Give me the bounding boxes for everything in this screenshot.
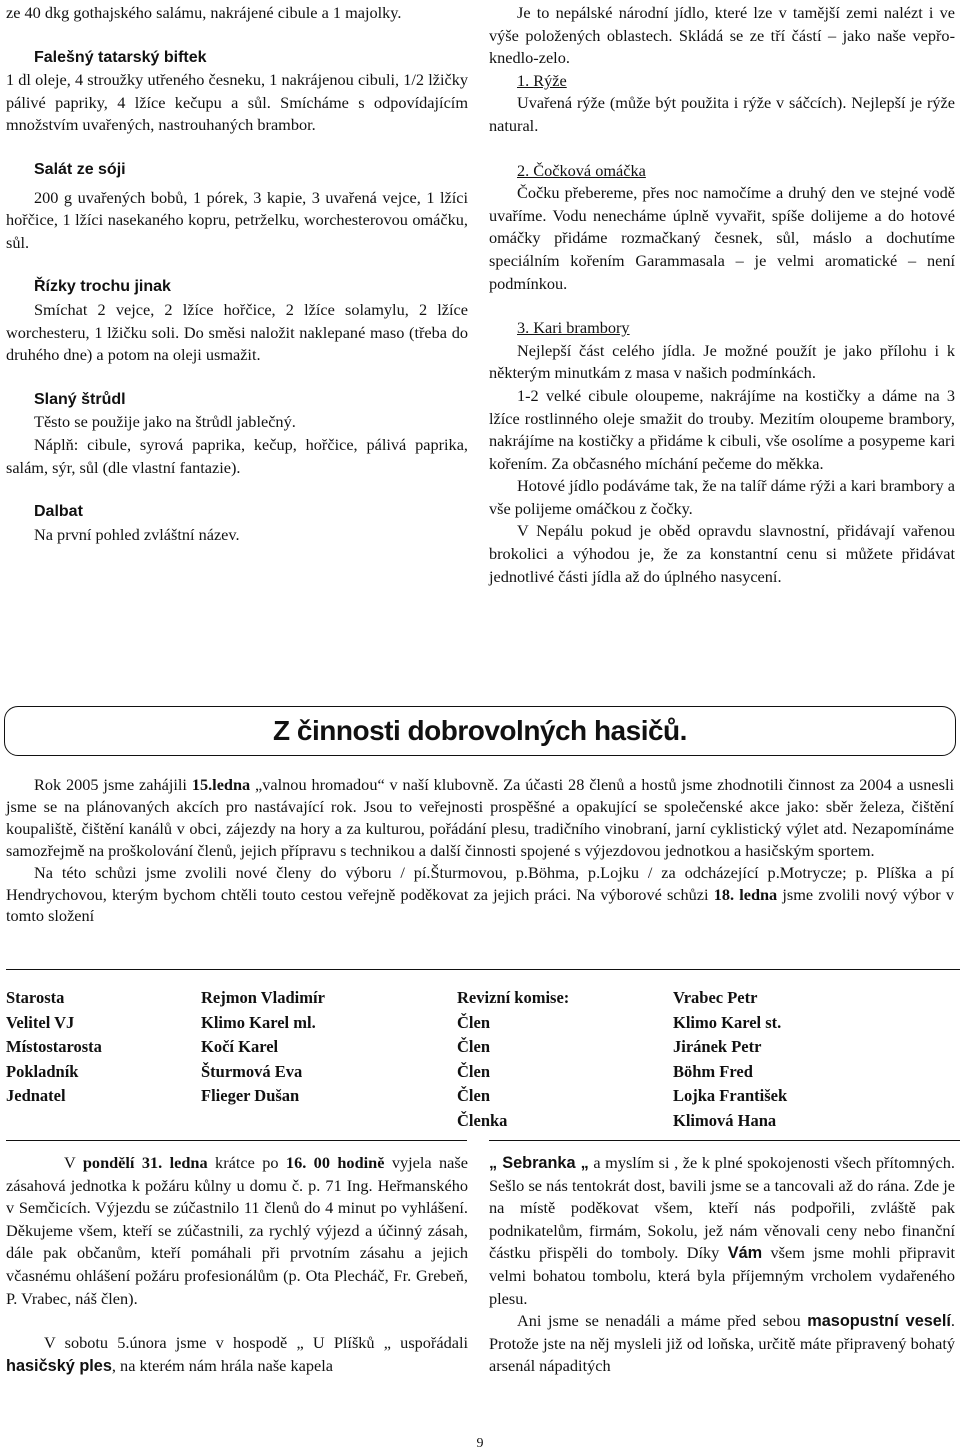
- right-column: [489, 2, 955, 588]
- recipe-text: Na první pohled zvláštní název.: [34, 524, 240, 544]
- recipe-title: Slaný štrůdl: [34, 390, 126, 408]
- left-column: [6, 2, 468, 546]
- committee-member-name: [201, 1111, 457, 1136]
- section-text: Nejlepší část celého jídla. Je možné použít je jako přílohu i k některým minutkám z masa v našich podmínkách.: [489, 340, 955, 383]
- recipe-text: Těsto se použije jako na štrůdl jablečný.: [34, 412, 296, 432]
- page-number: 9: [476, 1436, 484, 1451]
- carnival-note: Ani jsme se nenadáli a máme před sebou masopustní veselí. Protože jste na něj mysleli již od loňska, určitě máte připravený bohatý arsenál nápaditých: [489, 1311, 955, 1376]
- committee-role: Revizní komise:: [457, 988, 570, 1007]
- committee-member-name: Klimo Karel ml.: [201, 1012, 316, 1032]
- article-paragraph: Na této schůzi jsme zvolili nové členy do výboru / pí.Šturmovou, p.Böhma, p.Lojku / za odcházející p.Motrycze; p. Plíška a pí Hendrychovou, kterým bychom chtěli touto cestou veřejně poděkovat za jejich práci. Na výborové schůzi 18. ledna jsme zvolili nový výbor v tomto složení: [6, 862, 954, 926]
- section-text: Hotové jídlo podáváme tak, že na talíř dáme rýži a kari brambory a vše polijeme omáčkou z čočky.: [489, 476, 955, 518]
- section-title: 1. Rýže: [517, 70, 567, 90]
- committee-role: [6, 1111, 201, 1136]
- recipe-title: Falešný tatarský biftek: [34, 48, 207, 66]
- committee-member-name: Rejmon Vladimír: [201, 988, 325, 1007]
- section-text: Uvařená rýže (může být použita i rýže v sáčcích). Nejlepší je rýže natural.: [489, 93, 955, 135]
- committee-member-name: Böhm Fred: [673, 1061, 753, 1081]
- committee-member-name: Vrabec Petr: [673, 988, 758, 1007]
- committee-member-name: Lojka František: [673, 1086, 788, 1106]
- bottom-right-column: [489, 1152, 955, 1378]
- committee-row: [6, 1013, 873, 1038]
- committee-role: Jednatel: [6, 1086, 66, 1106]
- bottom-left-column: [6, 1152, 468, 1377]
- committee-row: [6, 1111, 873, 1136]
- dalbat-intro: Je to nepálské národní jídlo, které lze v tamější zemi nalézt i ve výše položených oblastech. Skládá se ze tří částí – jako naše vepřo-knedlo-zelo.: [489, 3, 955, 68]
- section-text: Čočku přebereme, přes noc namočíme a druhý den ve stejné vodě uvaříme. Vodu nenecháme úplně vyvařit, spíše dolijeme a do hotové omáčky přidáme rozmačkaný česnek, sůl, máslo a dochutíme speciálním kořením Garammasala – je velmi aromatické – není podmínkou.: [489, 183, 955, 293]
- committee-table: [6, 988, 873, 1136]
- fire-report: V pondělí 31. ledna krátce po 16. 00 hodině vyjela naše zásahová jednotka k požáru kůlny u domu č. p. 71 Ing. Heřmanského v Semčicích. Výjezdu se zúčastnilo 11 členů do 4 minut po vyhlášení. Děkujeme všem, kteří se zúčastnili, za rychlý výjezd a účinný zásah, dále pak občanům, kteří pomáhali při prvotním zásahu a jejich včasnému ohlášení požáru profesionálům (p. Ota Plecháč, Fr. Grebeň, P. Vrabec, náš člen).: [6, 1153, 468, 1308]
- section-text: V Nepálu pokud je oběd opravdu slavnostní, přidávají vařenou brokolici a výhodou je, že za konstantní cenu si můžete přidávat jednotlivé části jídla až do úplného nasycení.: [489, 521, 955, 586]
- committee-member-name: Kočí Karel: [201, 1037, 279, 1057]
- committee-role: Starosta: [6, 988, 65, 1007]
- committee-member-name: Klimová Hana: [673, 1110, 777, 1130]
- committee-member-name: Jiránek Petr: [673, 1037, 762, 1057]
- committee-role: Člen: [457, 1086, 490, 1106]
- ball-report-continued: „ Sebranka „ a myslím si , že k plné spokojenosti všech přítomných. Sešlo se nás tentokrát dost, bavili jsme se a tancovali až do rána. Zde je na místě poděkovat všem, kteří nás podpořili, zvláště pak podnikatelům, firmám, Sokolu, jež nám věnovali ceny nebo finanční částku přispěli do tomboly. Díky Vám všem jsme mohli připravit velmi bohatou tombolu, která byla příjemným vrcholem vydařeného plesu.: [489, 1153, 955, 1308]
- recipe-title: Řízky trochu jinak: [34, 278, 171, 296]
- recipe-title: Salát ze sóji: [34, 160, 126, 178]
- committee-member-name: Flieger Dušan: [201, 1086, 300, 1106]
- committee-member-name: Šturmová Eva: [201, 1061, 303, 1081]
- divider-line: [6, 1140, 467, 1141]
- committee-role: Člen: [457, 1037, 490, 1057]
- article-paragraph: Rok 2005 jsme zahájili 15.ledna „valnou hromadou“ v naší klubovně. Za účasti 28 členů a hostů jsme zhodnotili činnost za 2004 a usnesli jsme se na plánovaných akcích pro nastávající rok. Jsou to veřejnosti prospěšné a opakující se společenské akce jako: sběr železa, čištění koupaliště, čištění kanálů v obci, zájezdy na hory a za kulturou, pořádání plesu, tradičního vinobraní, jarní cyklistický výlet atd. Nezapomínáme samozřejmě na proškolování členů, jejich přípravu s technikou a další činnosti spojené s výjezdovou jednotkou a hasičským sportem.: [6, 775, 954, 860]
- section-title: 3. Kari brambory: [517, 318, 630, 338]
- banner-title: Z činnosti dobrovolných hasičů.: [273, 715, 687, 746]
- committee-role: Člen: [457, 1061, 490, 1081]
- committee-row: [6, 1062, 873, 1087]
- divider-line: [6, 969, 960, 970]
- committee-role: Člen: [457, 1012, 490, 1032]
- committee-role: Velitel VJ: [6, 1012, 75, 1032]
- committee-row: [6, 988, 873, 1013]
- committee-role: Místostarosta: [6, 1037, 102, 1057]
- committee-row: [6, 1086, 873, 1111]
- section-title: 2. Čočková omáčka: [517, 160, 646, 180]
- recipe-title: Dalbat: [34, 503, 83, 521]
- article-text: [6, 774, 954, 927]
- recipe-text: 200 g uvařených bobů, 1 pórek, 3 kapie, 3 uvařená vejce, 1 lžíci hořčice, 1 lžíci nasekaného kopru, petrželku, worchesterovou omáčku, sůl.: [6, 187, 468, 252]
- recipe-intro-text: ze 40 dkg gothajského salámu, nakrájené cibule a 1 majolky.: [6, 3, 402, 22]
- recipe-text: Náplň: cibule, syrová paprika, kečup, hořčice, pálivá paprika, salám, sýr, sůl (dle vlastní fantazie).: [6, 434, 468, 477]
- recipe-text: 1 dl oleje, 4 stroužky utřeného česneku, 1 nakrájenou cibuli, 1/2 lžičky pálivé papriky, 4 lžíce kečupu a sůl. Smícháme s odpovídajícím množstvím uvařených, nastrouhaných brambor.: [6, 70, 468, 135]
- ball-report: V sobotu 5.února jsme v hospodě „ U Plíšků „ uspořádali hasičský ples, na kterém nám hrála naše kapela: [6, 1333, 468, 1375]
- recipe-text: Smíchat 2 vejce, 2 lžíce hořčice, 2 lžíce solamylu, 2 lžíce worchesteru, 1 lžičku soli. Do směsi naložit naklepané maso (třeba do druhého dne) a potom na oleji usmažit.: [6, 299, 468, 365]
- committee-row: [6, 1037, 873, 1062]
- section-text: 1-2 velké cibule oloupeme, nakrájíme na kostičky a dáme na 3 lžíce rostlinného oleje smažit do trouby. Mezitím oloupeme brambory, nakrájíme na kostičky a přidáme k cibuli, vše osolíme a posypeme kari kořením. Za občasného míchání pečeme do měkka.: [489, 385, 955, 473]
- committee-role: Pokladník: [6, 1061, 79, 1081]
- committee-member-name: Klimo Karel st.: [673, 1012, 782, 1032]
- committee-role: Členka: [457, 1110, 508, 1130]
- section-banner: [4, 706, 956, 756]
- divider-line: [489, 1140, 960, 1141]
